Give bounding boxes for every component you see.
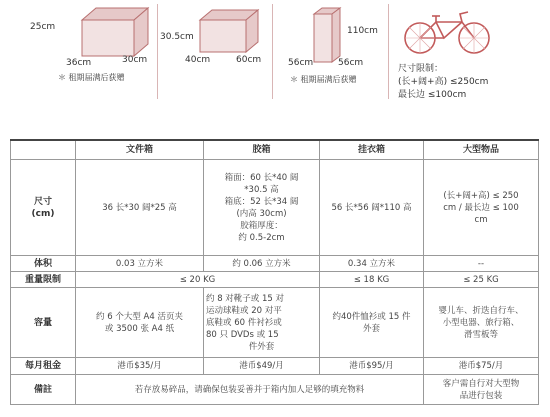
capacity-plastic-box: 约 8 对靴子或 15 对 运动球鞋或 20 对平 底鞋或 60 件衬衫或 80 只 DVDs 或 15 件外套: [204, 288, 320, 358]
row-label-size: 尺寸 (cm): [11, 160, 76, 256]
size-plastic-box: 箱面：60 长*40 阔 *30.5 高 箱底：52 长*34 阔 (内高 30cm) 胶箱厚度： 约 0.5-2cm: [204, 160, 320, 256]
header-garment-box: 挂衣箱: [320, 140, 424, 160]
garment-box-length-label: 56cm: [338, 58, 364, 68]
spec-table: [10, 139, 539, 405]
row-label-weight: 重量限制: [11, 272, 76, 288]
row-label-capacity: 容量: [11, 288, 76, 358]
rent-plastic-box: 港币$49/月: [204, 358, 320, 375]
weight-boxes: ≤ 20 KG: [76, 272, 320, 288]
file-box-height-label: 25cm: [30, 22, 56, 32]
remarks-large-items: 客户需自行对大型物 品进行包装: [424, 375, 539, 405]
header-blank: [11, 140, 76, 160]
bicycle-icon: [402, 6, 492, 56]
header-plastic-box: 胶箱: [204, 140, 320, 160]
volume-large-items: --: [424, 256, 539, 272]
rent-file-box: 港币$35/月: [76, 358, 204, 375]
rent-large-items: 港币$75/月: [424, 358, 539, 375]
table-row-volume: [11, 256, 539, 272]
capacity-garment-box: 约40件恤衫或 15 件 外套: [320, 288, 424, 358]
garment-box-width-label: 56cm: [288, 58, 314, 68]
table-row-rent: [11, 358, 539, 375]
size-limit-line1: (长+阔+高) ≤250cm: [398, 77, 489, 87]
remarks-boxes: 若存放易碎品，请确保包装妥善并于箱内加人足够的填充物料: [76, 375, 424, 405]
table-row-size: [11, 160, 539, 256]
row-label-remarks: 備註: [11, 375, 76, 405]
rent-garment-box: 港币$95/月: [320, 358, 424, 375]
plastic-box-illustration: [198, 8, 260, 54]
file-box-note: ＊ 租期届满后获赠: [58, 73, 125, 82]
size-garment-box: 56 长*56 阔*110 高: [320, 160, 424, 256]
size-limit-title: 尺寸限制：: [398, 64, 444, 74]
row-label-volume: 体积: [11, 256, 76, 272]
file-box-width-label: 30cm: [122, 55, 148, 65]
divider: [388, 4, 389, 99]
table-row-remarks: [11, 375, 539, 405]
size-limit-line2: 最长边 ≤100cm: [398, 90, 467, 100]
table-header-row: [11, 140, 539, 160]
file-box-length-label: 36cm: [66, 58, 92, 68]
volume-garment-box: 0.34 立方米: [320, 256, 424, 272]
table-row-capacity: [11, 288, 539, 358]
illustration-strip: [0, 0, 550, 130]
volume-file-box: 0.03 立方米: [76, 256, 204, 272]
table-row-weight: [11, 272, 539, 288]
row-label-rent: 每月租金: [11, 358, 76, 375]
volume-plastic-box: 约 0.06 立方米: [204, 256, 320, 272]
capacity-file-box: 约 6 个大型 A4 活页夹 或 3500 张 A4 纸: [76, 288, 204, 358]
garment-box-height-label: 110cm: [347, 26, 378, 36]
weight-large-items: ≤ 25 KG: [424, 272, 539, 288]
plastic-box-width-label: 40cm: [185, 55, 211, 65]
garment-box-note: ＊ 租期届满后获赠: [290, 75, 357, 84]
header-file-box: 文件箱: [76, 140, 204, 160]
file-box-illustration: [80, 6, 150, 58]
size-file-box: 36 长*30 阔*25 高: [76, 160, 204, 256]
header-large-items: 大型物品: [424, 140, 539, 160]
divider: [272, 4, 273, 99]
weight-garment-box: ≤ 18 KG: [320, 272, 424, 288]
plastic-box-height-label: 30.5cm: [160, 32, 194, 42]
size-large-items: (长+阔+高) ≤ 250 cm / 最长边 ≤ 100 cm: [424, 160, 539, 256]
plastic-box-length-label: 60cm: [236, 55, 262, 65]
capacity-large-items: 婴儿车、折迭自行车、 小型电器、旅行箱、 滑雪板等: [424, 288, 539, 358]
divider: [157, 4, 158, 99]
garment-box-illustration: [312, 6, 342, 64]
